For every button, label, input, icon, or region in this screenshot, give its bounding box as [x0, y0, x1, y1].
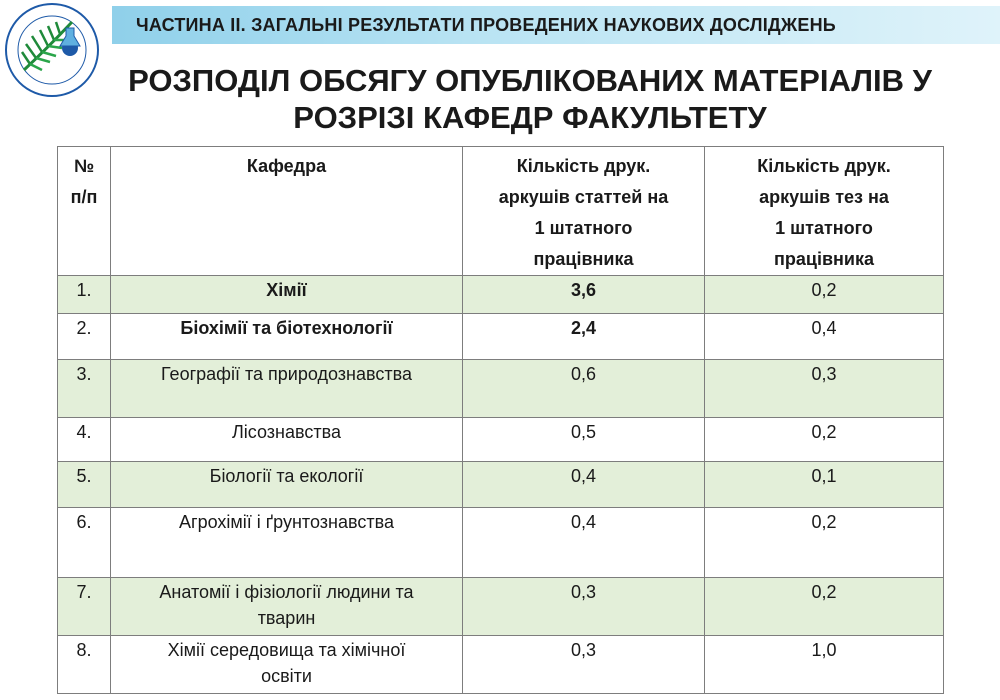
header-department: [111, 147, 463, 276]
row-department: Лісознавства: [111, 418, 463, 462]
row-articles: 0,5: [463, 418, 705, 462]
header-articles-l2: аркушів статтей на: [498, 187, 669, 207]
row-department-l1: Хімії середовища та хімічної: [167, 640, 406, 660]
row-theses: 0,2: [705, 578, 944, 636]
table-row: [58, 636, 944, 694]
header-number-l1: №: [73, 156, 95, 176]
table-row: [58, 418, 944, 462]
row-theses: 0,1: [705, 462, 944, 508]
row-department-l1: Анатомії і фізіології людини та: [159, 582, 414, 602]
header-articles-l3: 1 штатного: [534, 218, 633, 238]
header-theses-l4: працівника: [774, 249, 874, 269]
row-number: 5.: [58, 462, 111, 508]
row-theses: 0,4: [705, 314, 944, 360]
row-theses: 0,3: [705, 360, 944, 418]
row-department: [111, 578, 463, 636]
table-row: [58, 314, 944, 360]
row-articles: 0,3: [463, 578, 705, 636]
header-theses-l2: аркушів тез на: [759, 187, 889, 207]
row-theses: 0,2: [705, 508, 944, 578]
row-department-l2: освіти: [261, 666, 312, 686]
row-articles: 0,3: [463, 636, 705, 694]
header-number: [58, 147, 111, 276]
row-number: 3.: [58, 360, 111, 418]
table-header-row: [58, 147, 944, 276]
row-number: 2.: [58, 314, 111, 360]
header-theses-l1: Кількість друк.: [757, 156, 891, 176]
row-number: 7.: [58, 578, 111, 636]
row-theses: 0,2: [705, 276, 944, 314]
header-articles: [463, 147, 705, 276]
table-row: [58, 508, 944, 578]
row-department: Біохімії та біотехнології: [111, 314, 463, 360]
row-articles: 3,6: [463, 276, 705, 314]
header-department-label: Кафедра: [246, 156, 327, 176]
table-row: [58, 578, 944, 636]
row-department: Географії та природознавства: [111, 360, 463, 418]
row-theses: 0,2: [705, 418, 944, 462]
row-number: 6.: [58, 508, 111, 578]
row-number: 4.: [58, 418, 111, 462]
section-banner-text: ЧАСТИНА ІІ. ЗАГАЛЬНІ РЕЗУЛЬТАТИ ПРОВЕДЕНИХ НАУКОВИХ ДОСЛІДЖЕНЬ: [136, 14, 836, 35]
page-title-line-2: РОЗРІЗІ КАФЕДР ФАКУЛЬТЕТУ: [293, 100, 767, 135]
table-row: [58, 462, 944, 508]
row-articles: 0,4: [463, 508, 705, 578]
row-articles: 2,4: [463, 314, 705, 360]
row-department: Агрохімії і ґрунтознавства: [111, 508, 463, 578]
header-theses-l3: 1 штатного: [775, 218, 873, 238]
row-department-l2: тварин: [257, 608, 316, 628]
header-articles-l4: працівника: [533, 249, 634, 269]
departments-table: [57, 146, 944, 694]
row-department: Хімії: [111, 276, 463, 314]
header-number-l2: п/п: [70, 187, 98, 207]
row-department: [111, 636, 463, 694]
row-articles: 0,4: [463, 462, 705, 508]
table-row: [58, 360, 944, 418]
row-number: 8.: [58, 636, 111, 694]
table-row: [58, 276, 944, 314]
page-title-line-1: РОЗПОДІЛ ОБСЯГУ ОПУБЛІКОВАНИХ МАТЕРІАЛІВ У: [128, 63, 932, 98]
row-articles: 0,6: [463, 360, 705, 418]
header-articles-l1: Кількість друк.: [516, 156, 651, 176]
section-banner: [112, 6, 1000, 44]
row-number: 1.: [58, 276, 111, 314]
header-theses: [705, 147, 944, 276]
row-theses: 1,0: [705, 636, 944, 694]
page-title: [40, 62, 1000, 136]
row-department: Біології та екології: [111, 462, 463, 508]
